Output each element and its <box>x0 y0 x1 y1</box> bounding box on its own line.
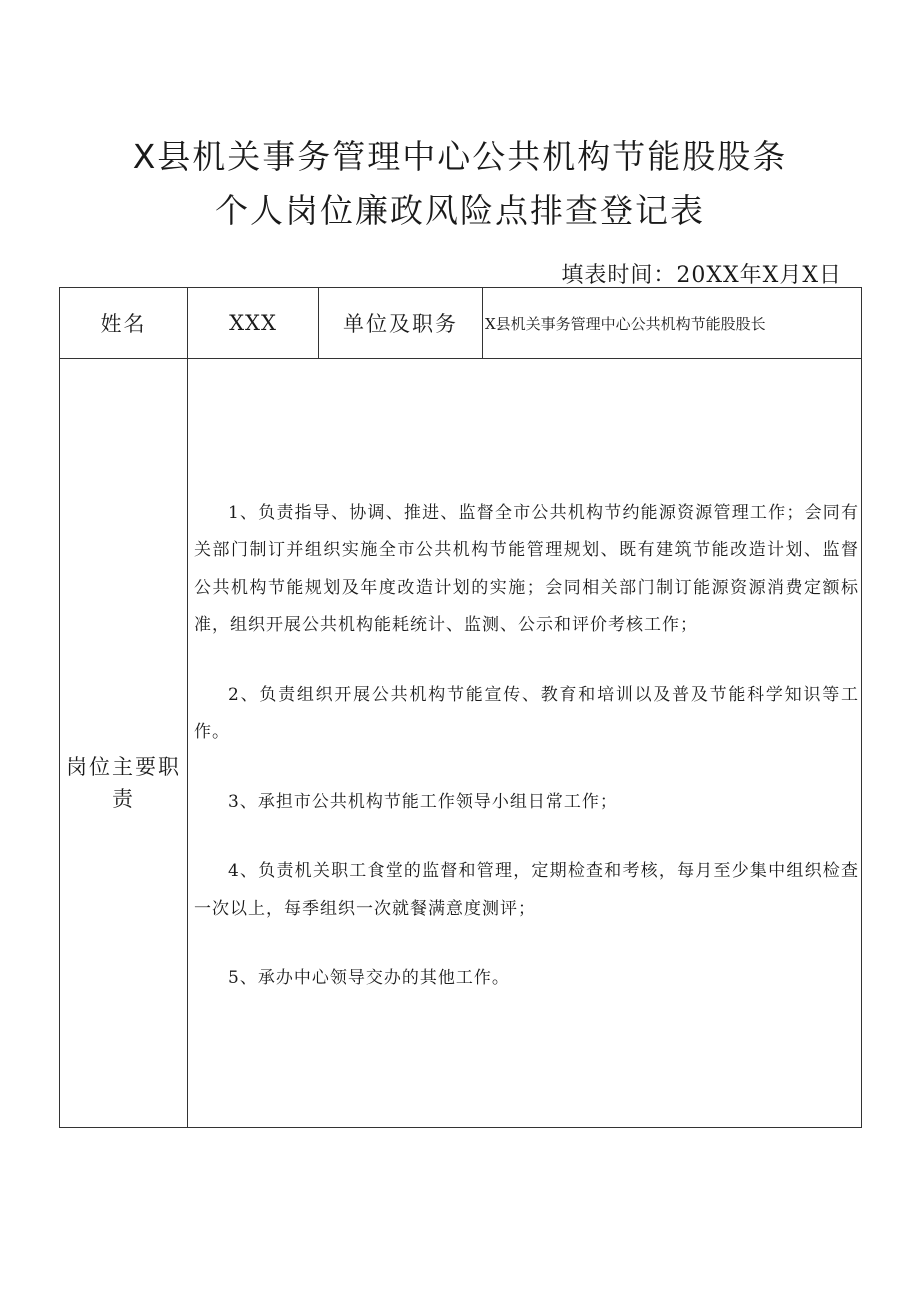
duty-item: 5、承办中心领导交办的其他工作。 <box>228 968 510 988</box>
duty-item: 1、负责指导、协调、推进、监督全市公共机构节约能源资源管理工作；会同有关部门制订并组织实施全市公共机构节能管理规划、既有建筑节能改造计划、监督公共机构节能规划及年度改造计划的实施；会同相关部门制订能源资源消费定额标准，组织开展公共机构能耗统计、监测、公示和评价考核工作； <box>194 502 859 635</box>
name-value: XXX <box>188 288 319 359</box>
duty-item: 3、承担市公共机构节能工作领导小组日常工作； <box>228 791 618 812</box>
duty-item: 2、负责组织开展公共机构节能宣传、教育和培训以及普及节能科学知识等工作。 <box>194 684 859 742</box>
info-row <box>60 288 862 359</box>
document-title-line1: X县机关事务管理中心公共机构节能股股条 <box>132 137 788 176</box>
duties-row <box>60 359 862 1128</box>
fill-time: 填表时间：20XX年X月X日 <box>561 263 842 288</box>
duty-item: 4、负责机关职工食堂的监督和管理，定期检查和考核，每月至少集中组织检查一次以上，每季组织一次就餐满意度测评； <box>194 861 859 919</box>
document-title-line2: 个人岗位廉政风险点排查登记表 <box>215 191 705 230</box>
duties-content <box>188 359 862 1128</box>
post-label: 单位及职务 <box>319 288 483 359</box>
post-value: X县机关事务管理中心公共机构节能股股长 <box>483 288 862 359</box>
duties-label: 岗位主要职责 <box>60 359 188 1128</box>
name-label: 姓名 <box>60 288 188 359</box>
registration-form-table <box>59 287 862 1128</box>
